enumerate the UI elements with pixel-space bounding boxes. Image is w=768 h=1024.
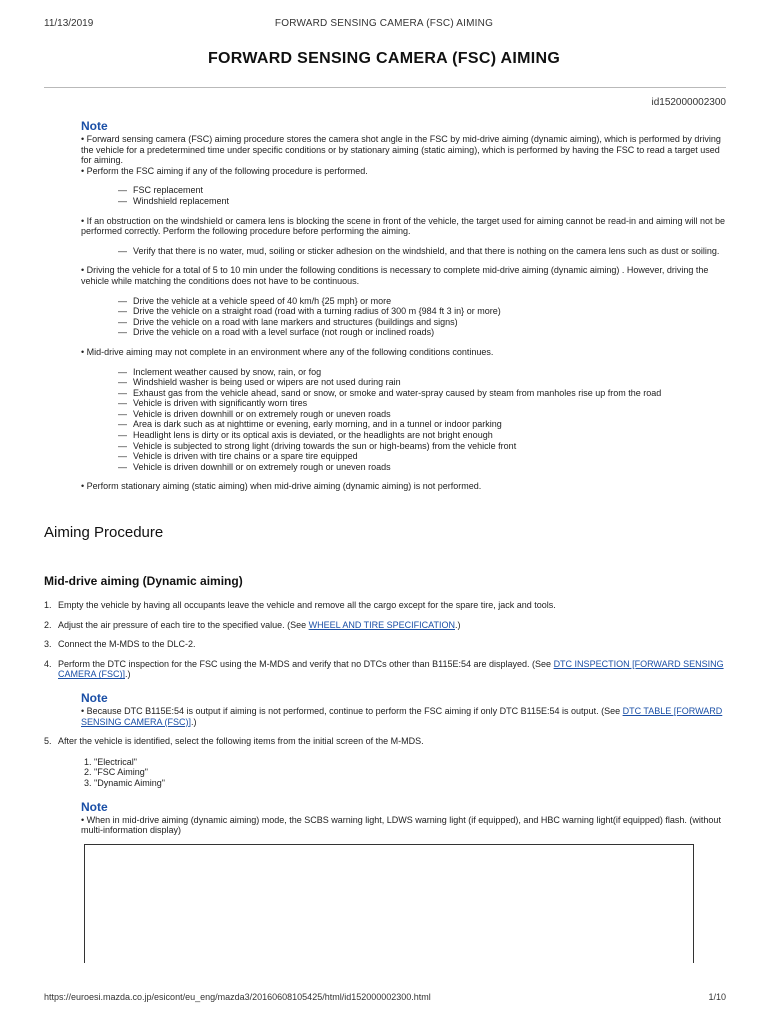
step-number: 2.	[44, 619, 52, 630]
step-text: .)	[455, 619, 461, 630]
procedure-step	[44, 659, 726, 680]
note-paragraph: • Perform stationary aiming (static aiming) when mid-drive aiming (dynamic aiming) is not performed.	[81, 481, 482, 492]
footer-page-number: 1/10	[708, 992, 726, 1002]
step-number: 3.	[44, 639, 52, 650]
procedure-step	[44, 639, 726, 650]
note-paragraph: • If an obstruction on the windshield or camera lens is blocking the scene in front of the vehicle, the target used for aiming cannot be read-in and aiming will not be performed correctly. Perform the following procedure before performing the aiming.	[81, 215, 726, 237]
step-text: Adjust the air pressure of each tire to the specified value. (See	[58, 619, 309, 630]
list-item: — Inclement weather caused by snow, rain, or fog	[118, 367, 726, 378]
procedure-step	[44, 736, 726, 747]
dash-list	[44, 296, 726, 338]
page-title: FORWARD SENSING CAMERA (FSC) AIMING	[207, 50, 561, 67]
list-item: — Vehicle is driven downhill or on extremely rough or uneven roads	[118, 462, 726, 473]
list-item: — Vehicle is driven downhill or on extremely rough or uneven roads	[118, 409, 726, 420]
list-item: — Exhaust gas from the vehicle ahead, sand or snow, or smoke and water-spray caused by steam from manholes rise up from the road	[118, 388, 726, 399]
note-paragraph: • When in mid-drive aiming (dynamic aiming) mode, the SCBS warning light, LDWS warning light (if equipped), and HBC warning light(if equipped) flash. (without multi-information display)	[81, 814, 721, 836]
footer-url: https://euroesi.mazda.co.jp/esicont/eu_eng/mazda3/20160608105425/html/id152000002300.html	[44, 992, 431, 1002]
note-paragraph: • Perform the FSC aiming if any of the following procedure is performed.	[81, 165, 368, 176]
list-item: — Windshield replacement	[118, 196, 726, 207]
list-item: — Vehicle is driven with significantly worn tires	[118, 398, 726, 409]
note-paragraph	[81, 706, 726, 727]
step-text: After the vehicle is identified, select the following items from the initial screen of the M-MDS.	[58, 736, 424, 747]
list-item: — Drive the vehicle at a vehicle speed of 40 km/h {25 mph} or more	[118, 296, 726, 307]
note-paragraph: • Driving the vehicle for a total of 5 to 10 min under the following conditions is necessary to complete mid-drive aiming (dynamic aiming) . However, driving the vehicle while matching the conditions does not have to be continuous.	[81, 265, 709, 286]
subsection-heading: Mid-drive aiming (Dynamic aiming)	[44, 574, 243, 589]
step-number: 1.	[44, 600, 52, 611]
list-item: — Drive the vehicle on a road with a level surface (not rough or inclined roads)	[118, 327, 726, 338]
list-item: — Vehicle is subjected to strong light (driving towards the sun or high-beams) from the vehicle front	[118, 441, 726, 452]
step-text: Empty the vehicle by having all occupants leave the vehicle and remove all the cargo except for the spare tire, jack and tools.	[58, 600, 556, 611]
list-item: 1. "Electrical"	[84, 756, 137, 767]
step-text: Connect the M-MDS to the DLC-2.	[58, 639, 196, 650]
list-item: — Drive the vehicle on a road with lane markers and structures (buildings and signs)	[118, 317, 726, 328]
dtc-inspection-link[interactable]: DTC INSPECTION [FORWARD SENSING CAMERA (FSC)]	[58, 658, 724, 680]
section-heading: Aiming Procedure	[44, 524, 164, 542]
print-date: 11/13/2019	[44, 18, 94, 29]
running-header-title: FORWARD SENSING CAMERA (FSC) AIMING	[274, 18, 494, 29]
note-paragraph: • Mid-drive aiming may not complete in an environment where any of the following conditions continues.	[81, 346, 494, 357]
document-body	[44, 118, 726, 963]
list-item: — Vehicle is driven with tire chains or a spare tire equipped	[118, 451, 726, 462]
step-number: 5.	[44, 736, 52, 747]
step-number: 4.	[44, 658, 52, 669]
list-item: — Drive the vehicle on a straight road (road with a turning radius of 300 m {984 ft 3 in} or more)	[118, 306, 726, 317]
list-item: — Headlight lens is dirty or its optical axis is deviated, or the headlights are not bright enough	[118, 430, 726, 441]
list-item: — Area is dark such as at nighttime or evening, early morning, and in a tunnel or indoor parking	[118, 419, 726, 430]
document-id: id152000002300	[651, 97, 726, 108]
list-item: — Verify that there is no water, mud, soiling or sticker adhesion on the windshield, and that there is nothing on the camera lens such as dust or soiling.	[118, 246, 726, 257]
list-item: 2. "FSC Aiming"	[84, 767, 148, 778]
note-text: .)	[191, 716, 197, 727]
note-text: • Because DTC B115E:54 is output if aiming is not performed, continue to perform the FSC aiming if only DTC B115E:54 is output. (See	[81, 706, 623, 716]
step-note	[81, 799, 726, 836]
procedure-step	[44, 620, 726, 631]
dash-list	[44, 246, 726, 257]
note-heading: Note	[81, 799, 108, 814]
step-text: Perform the DTC inspection for the FSC using the M-MDS and verify that no DTCs other than B115E:54 are displayed. (See	[58, 658, 554, 669]
dash-list	[44, 367, 726, 473]
title-divider	[44, 87, 726, 88]
list-item: 3. "Dynamic Aiming"	[84, 777, 165, 788]
dash-list	[44, 185, 726, 206]
list-item: — FSC replacement	[118, 185, 726, 196]
note-paragraph: • Forward sensing camera (FSC) aiming procedure stores the camera shot angle in the FSC by mid-drive aiming (dynamic aiming), which is performed by driving the vehicle for a predetermined time under specific conditions or by stationary aiming (static aiming), which is performed by having the FSC to read a target used for aiming.	[81, 134, 721, 166]
step-note	[81, 690, 726, 727]
wheel-tire-spec-link[interactable]: WHEEL AND TIRE SPECIFICATION	[308, 619, 455, 630]
dtc-table-link[interactable]: DTC TABLE [FORWARD SENSING CAMERA (FSC)]	[81, 706, 723, 727]
illustration-frame	[84, 844, 694, 963]
list-item: — Windshield washer is being used or wipers are not used during rain	[118, 377, 726, 388]
step-text: .)	[125, 669, 131, 680]
note-heading: Note	[81, 119, 108, 133]
sub-list	[44, 757, 726, 789]
procedure-step	[44, 600, 726, 611]
note-heading: Note	[81, 691, 108, 705]
